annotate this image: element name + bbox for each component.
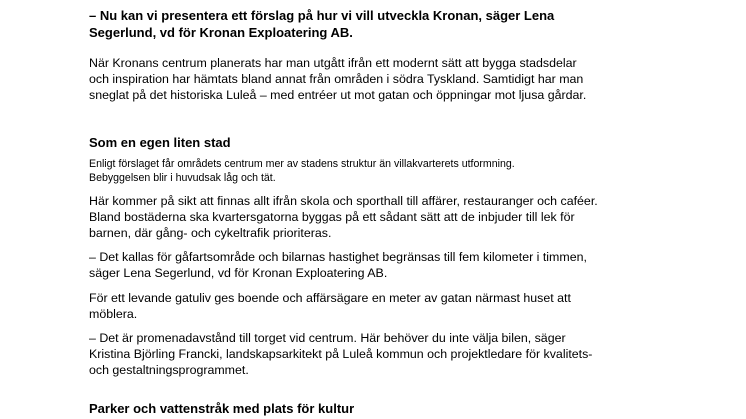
text-line: Segerlund, vd för Kronan Exploatering AB.	[89, 25, 353, 40]
section1-paragraph-4	[89, 290, 729, 322]
section1-paragraph-1	[89, 157, 729, 185]
text-line: och gestaltningsprogrammet.	[89, 363, 249, 377]
text-line: – Det är promenadavstånd till torget vid centrum. Här behöver du inte välja bilen, säger	[89, 331, 566, 345]
section-heading-2: Parker och vattenstråk med plats för kultur	[89, 401, 355, 416]
text-line: barnen, där gång- och cykeltrafik prioriteras.	[89, 226, 332, 240]
text-line: – Nu kan vi presentera ett förslag på hur vi vill utveckla Kronan, säger Lena	[89, 8, 555, 23]
intro-paragraph	[89, 55, 729, 103]
section1-paragraph-2	[89, 193, 729, 241]
text-line: Enligt förslaget får områdets centrum mer av stadens struktur än villakvarterets utformning.	[89, 158, 515, 170]
text-line: Här kommer på sikt att finnas allt ifrån skola och sporthall till affärer, restauranger och caféer.	[89, 194, 598, 208]
text-line: Bebyggelsen blir i huvudsak låg och tät.	[89, 172, 276, 184]
section1-paragraph-5	[89, 330, 729, 378]
section-heading-1: Som en egen liten stad	[89, 135, 231, 150]
text-line: möblera.	[89, 307, 138, 321]
text-line: Kristina Björling Francki, landskapsarkitekt på Luleå kommun och projektledare för kvalitets-	[89, 347, 593, 361]
text-line: För ett levande gatuliv ges boende och affärsägare en meter av gatan närmast huset att	[89, 291, 571, 305]
text-line: Bland bostäderna ska kvartersgatorna byggas på ett sådant sätt att de inbjuder till lek för	[89, 210, 575, 224]
lead-paragraph	[89, 7, 729, 41]
text-line: och inspiration har hämtats bland annat från områden i södra Tyskland. Samtidigt har man	[89, 72, 584, 86]
text-line: När Kronans centrum planerats har man utgått ifrån ett modernt sätt att bygga stadsdelar	[89, 56, 577, 70]
text-line: säger Lena Segerlund, vd för Kronan Exploatering AB.	[89, 266, 388, 280]
text-line: – Det kallas för gåfartsområde och bilarnas hastighet begränsas till fem kilometer i timmen,	[89, 250, 587, 264]
text-line: sneglat på det historiska Luleå – med entréer ut mot gatan och öppningar mot ljusa gårdar.	[89, 88, 587, 102]
section1-paragraph-3	[89, 249, 729, 281]
